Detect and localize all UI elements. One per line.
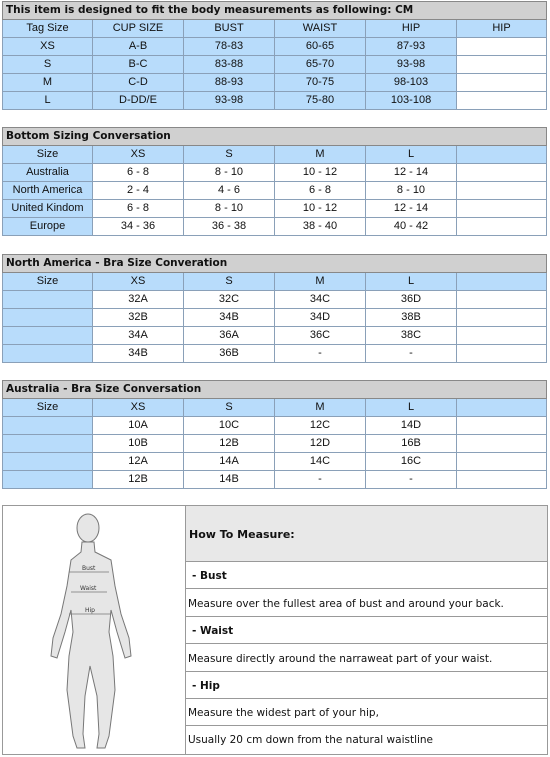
- table-cell: 16B: [366, 435, 457, 453]
- table-header-row: [3, 273, 547, 291]
- table-cell: 36D: [366, 291, 457, 309]
- header-cell: [457, 399, 547, 417]
- table-row: [3, 309, 547, 327]
- table-cell: 6 - 8: [93, 164, 184, 182]
- table-cell: 34 - 36: [93, 218, 184, 236]
- header-cell: XS: [93, 399, 184, 417]
- table-cell: D-DD/E: [93, 92, 184, 110]
- header-cell: Tag Size: [3, 20, 93, 38]
- table-cell: 88-93: [184, 74, 275, 92]
- hip-instructions: Measure the widest part of your hip,: [188, 707, 379, 719]
- waist-title: - Waist: [192, 625, 234, 637]
- table-cell: 14C: [275, 453, 366, 471]
- table-row: [3, 345, 547, 363]
- table-cell: [457, 56, 547, 74]
- waist-label: Waist: [80, 585, 97, 592]
- body-measurement-table: [2, 1, 547, 110]
- table-cell: 32C: [184, 291, 275, 309]
- table-cell: C-D: [93, 74, 184, 92]
- table-row: [3, 38, 547, 56]
- table-cell: 83-88: [184, 56, 275, 74]
- table-cell: 14A: [184, 453, 275, 471]
- table-title: Australia - Bra Size Conversation: [3, 381, 547, 399]
- table-row: [3, 92, 547, 110]
- table-cell: 8 - 10: [366, 182, 457, 200]
- table-cell: [457, 92, 547, 110]
- header-cell: CUP SIZE: [93, 20, 184, 38]
- table-cell: [457, 74, 547, 92]
- table-cell: 87-93: [366, 38, 457, 56]
- table-cell: 75-80: [275, 92, 366, 110]
- header-cell: M: [275, 273, 366, 291]
- table-cell: 78-83: [184, 38, 275, 56]
- table-cell: 36 - 38: [184, 218, 275, 236]
- table-cell: -: [275, 345, 366, 363]
- table-cell: [457, 200, 547, 218]
- table-cell: 34C: [275, 291, 366, 309]
- waist-instructions: Measure directly around the narraweat part of your waist.: [188, 653, 493, 665]
- header-cell: Size: [3, 273, 93, 291]
- how-to-measure-panel: [2, 505, 548, 755]
- table-cell: 12 - 14: [366, 164, 457, 182]
- row-label: [3, 327, 93, 345]
- table-cell: [457, 435, 547, 453]
- bust-label: Bust: [82, 565, 96, 572]
- row-label: [3, 309, 93, 327]
- table-cell: [457, 471, 547, 489]
- table-cell: 14D: [366, 417, 457, 435]
- header-cell: HIP: [457, 20, 547, 38]
- table-cell: 36C: [275, 327, 366, 345]
- table-cell: 70-75: [275, 74, 366, 92]
- row-label: [3, 291, 93, 309]
- table-cell: 4 - 6: [184, 182, 275, 200]
- header-cell: WAIST: [275, 20, 366, 38]
- header-cell: XS: [93, 273, 184, 291]
- table-cell: [457, 309, 547, 327]
- hip-title: - Hip: [192, 680, 220, 692]
- table-cell: 10A: [93, 417, 184, 435]
- table-row: [3, 164, 547, 182]
- table-row: [3, 218, 547, 236]
- table-cell: 2 - 4: [93, 182, 184, 200]
- table-cell: 36A: [184, 327, 275, 345]
- table-title: North America - Bra Size Converation: [3, 255, 547, 273]
- table-cell: 32B: [93, 309, 184, 327]
- table-cell: 32A: [93, 291, 184, 309]
- row-label: M: [3, 74, 93, 92]
- table-cell: 12C: [275, 417, 366, 435]
- table-cell: 12D: [275, 435, 366, 453]
- table-row: [3, 435, 547, 453]
- table-row: [3, 291, 547, 309]
- row-label: [3, 435, 93, 453]
- header-cell: L: [366, 273, 457, 291]
- table-row: [3, 200, 547, 218]
- table-cell: 10 - 12: [275, 164, 366, 182]
- row-label: United Kindom: [3, 200, 93, 218]
- header-cell: L: [366, 399, 457, 417]
- table-cell: 103-108: [366, 92, 457, 110]
- table-cell: [457, 345, 547, 363]
- table-cell: [457, 327, 547, 345]
- row-label: [3, 453, 93, 471]
- table-cell: 14B: [184, 471, 275, 489]
- row-label: Australia: [3, 164, 93, 182]
- header-cell: Size: [3, 146, 93, 164]
- row-label: [3, 417, 93, 435]
- north-america-bra-table: [2, 254, 547, 363]
- table-cell: [457, 38, 547, 56]
- table-cell: 93-98: [366, 56, 457, 74]
- table-header-row: [3, 399, 547, 417]
- table-cell: [457, 291, 547, 309]
- table-cell: 10B: [93, 435, 184, 453]
- how-to-measure-heading: How To Measure:: [189, 528, 295, 541]
- row-label: L: [3, 92, 93, 110]
- table-cell: 98-103: [366, 74, 457, 92]
- table-cell: A-B: [93, 38, 184, 56]
- table-cell: 38C: [366, 327, 457, 345]
- header-cell: [457, 146, 547, 164]
- table-cell: 60-65: [275, 38, 366, 56]
- bust-instructions: Measure over the fullest area of bust and around your back.: [188, 598, 504, 610]
- body-figure-illustration: [3, 506, 186, 754]
- table-cell: [457, 417, 547, 435]
- header-cell: HIP: [366, 20, 457, 38]
- header-cell: M: [275, 146, 366, 164]
- table-cell: [457, 164, 547, 182]
- header-cell: S: [184, 273, 275, 291]
- table-cell: 34B: [184, 309, 275, 327]
- header-cell: S: [184, 399, 275, 417]
- bottom-sizing-table: [2, 127, 547, 236]
- table-cell: -: [366, 345, 457, 363]
- table-cell: 34A: [93, 327, 184, 345]
- header-cell: BUST: [184, 20, 275, 38]
- table-cell: 12B: [184, 435, 275, 453]
- table-cell: B-C: [93, 56, 184, 74]
- table-cell: 16C: [366, 453, 457, 471]
- header-cell: [457, 273, 547, 291]
- bust-title: - Bust: [192, 570, 227, 582]
- table-row: [3, 453, 547, 471]
- table-cell: 8 - 10: [184, 200, 275, 218]
- table-row: [3, 471, 547, 489]
- table-row: [3, 417, 547, 435]
- table-cell: 93-98: [184, 92, 275, 110]
- table-cell: [457, 218, 547, 236]
- table-cell: 34D: [275, 309, 366, 327]
- australia-bra-table: [2, 380, 547, 489]
- table-cell: 40 - 42: [366, 218, 457, 236]
- row-label: XS: [3, 38, 93, 56]
- table-cell: -: [275, 471, 366, 489]
- table-cell: 6 - 8: [275, 182, 366, 200]
- table-cell: 38B: [366, 309, 457, 327]
- table-cell: 10C: [184, 417, 275, 435]
- table-title: Bottom Sizing Conversation: [3, 128, 547, 146]
- row-label: [3, 345, 93, 363]
- table-cell: 12A: [93, 453, 184, 471]
- table-cell: 12B: [93, 471, 184, 489]
- row-label: Europe: [3, 218, 93, 236]
- table-cell: 38 - 40: [275, 218, 366, 236]
- table-row: [3, 182, 547, 200]
- table-header-row: [3, 20, 547, 38]
- table-cell: 36B: [184, 345, 275, 363]
- table-row: [3, 327, 547, 345]
- header-cell: XS: [93, 146, 184, 164]
- hip-note: Usually 20 cm down from the natural waistline: [188, 734, 434, 746]
- table-cell: 8 - 10: [184, 164, 275, 182]
- row-label: [3, 471, 93, 489]
- header-cell: Size: [3, 399, 93, 417]
- table-cell: -: [366, 471, 457, 489]
- table-cell: [457, 182, 547, 200]
- table-cell: 65-70: [275, 56, 366, 74]
- table-row: [3, 56, 547, 74]
- header-cell: S: [184, 146, 275, 164]
- table-cell: [457, 453, 547, 471]
- table-cell: 34B: [93, 345, 184, 363]
- row-label: North America: [3, 182, 93, 200]
- table-cell: 12 - 14: [366, 200, 457, 218]
- table-header-row: [3, 146, 547, 164]
- table-cell: 6 - 8: [93, 200, 184, 218]
- header-cell: L: [366, 146, 457, 164]
- table-title: This item is designed to fit the body measurements as following: CM: [3, 2, 547, 20]
- header-cell: M: [275, 399, 366, 417]
- row-label: S: [3, 56, 93, 74]
- table-cell: 10 - 12: [275, 200, 366, 218]
- table-row: [3, 74, 547, 92]
- hip-label: Hip: [85, 607, 95, 614]
